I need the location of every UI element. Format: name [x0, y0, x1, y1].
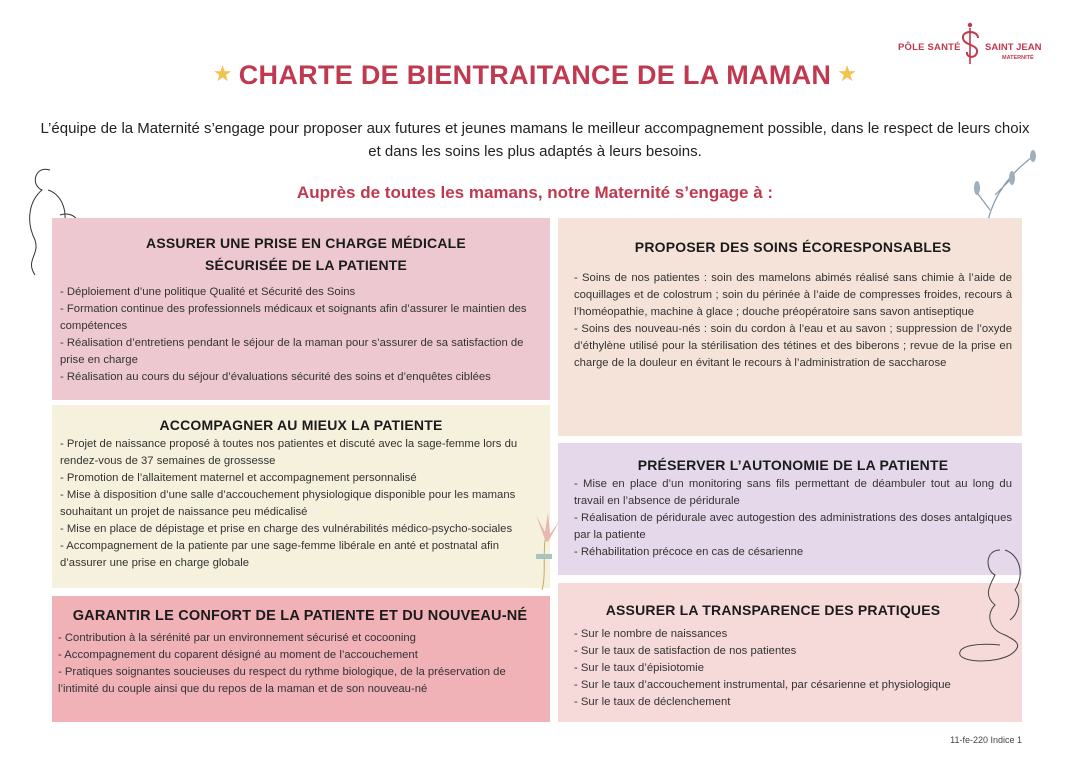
- section-title: ASSURER UNE PRISE EN CHARGE MÉDICALE SÉCURISÉE DE LA PATIENTE: [146, 235, 466, 273]
- document-reference: 11-fe-220 Indice 1: [950, 735, 1022, 745]
- pregnant-woman-drawing-icon: [955, 545, 1035, 670]
- list-item: - Sur le taux d’épisiotomie: [574, 662, 704, 674]
- section-title: ASSURER LA TRANSPARENCE DES PRATIQUES: [605, 602, 941, 618]
- list-item: - Sur le nombre de naissances: [574, 628, 728, 640]
- list-item: - Formation continue des professionnels médicaux et soignants afin d’assurer le maintien des compétences: [60, 303, 527, 332]
- section-title: GARANTIR LE CONFORT DE LA PATIENTE ET DU NOUVEAU-NÉ: [72, 608, 528, 624]
- list-item: - Mise à disposition d’une salle d’accouchement physiologique disponible pour les mamans souhaitant un projet de naissance peu médicalisé: [60, 489, 516, 518]
- list-item: - Sur le taux d’accouchement instrumental, par césarienne et physiologique: [574, 679, 951, 691]
- list-item: - Soins de nos patientes : soin des mamelons abimés réalisé sans chimie à l’aide de coquillages et de colostrum ; soin du périnée à l’aide de compresses froides, recours à l’homéopathie, machine à glace ; douche préopératoire sans savon antiseptique: [574, 272, 1012, 318]
- list-item: - Accompagnement de la patiente par une sage-femme libérale en anté et postnatal afin d’assurer une prise en charge globale: [60, 540, 499, 569]
- list-item: - Mise en place de dépistage et prise en charge des vulnérabilités médico-psycho-sociales: [60, 523, 513, 535]
- section-comfort: [52, 596, 550, 722]
- section-autonomy: [558, 443, 1022, 575]
- section-eco-care: [558, 218, 1022, 436]
- subtitle: Auprès de toutes les mamans, notre Maternité s’engage à :: [296, 183, 774, 202]
- list-item: - Contribution à la sérénité par un environnement sécurisé et cocooning: [58, 632, 416, 644]
- section-medical-care: [52, 218, 550, 400]
- star-icon: ★: [212, 61, 233, 86]
- list-item: - Soins des nouveau-nés : soin du cordon à l’eau et au savon ; suppression de l’oxyde d’éthylène utilisé pour la stérilisation des tétines et des biberons ; revue de la prise en charge de la douleur en évitant le recours à l’administration de saccharose: [574, 323, 1012, 369]
- list-item: - Réalisation au cours du séjour d’évaluations sécurité des soins et d’enquêtes ciblées: [60, 371, 491, 383]
- list-item: - Promotion de l’allaitement maternel et accompagnement personnalisé: [60, 472, 417, 484]
- section-transparency: [558, 583, 1022, 722]
- logo-text-right: SAINT JEAN: [985, 42, 1042, 53]
- list-item: - Accompagnement du coparent désigné au moment de l’accouchement: [58, 649, 418, 661]
- list-item: - Déploiement d’une politique Qualité et Sécurité des Soins: [60, 286, 356, 298]
- intro-text: L’équipe de la Maternité s’engage pour proposer aux futures et jeunes mamans le meilleur accompagnement possible, dans le respect de leurs choix et dans les soins les plus adaptés à leurs besoins.: [40, 120, 1030, 160]
- list-item: - Sur le taux de satisfaction de nos patientes: [574, 645, 797, 657]
- title-text: CHARTE DE BIENTRAITANCE DE LA MAMAN: [238, 60, 832, 90]
- list-item: - Réalisation de péridurale avec autogestion des administrations des doses antalgiques par la patiente: [574, 512, 1012, 541]
- section-title: PROPOSER DES SOINS ÉCORESPONSABLES: [634, 239, 952, 255]
- page-title: [0, 60, 1070, 91]
- list-item: - Pratiques soignantes soucieuses du respect du rythme biologique, de la préservation de l’intimité du couple ainsi que du repos de la maman et de son nouveau-né: [58, 666, 506, 695]
- list-item: - Mise en place d’un monitoring sans fils permettant de déambuler tout au long du travail en l’absence de péridurale: [574, 478, 1012, 507]
- logo-subtext: MATERNITÉ: [1002, 55, 1034, 61]
- list-item: - Sur le taux de déclenchement: [574, 696, 731, 708]
- list-item: - Réhabilitation précoce en cas de césarienne: [574, 546, 804, 558]
- section-title: ACCOMPAGNER AU MIEUX LA PATIENTE: [159, 417, 443, 433]
- section-support: [52, 405, 550, 588]
- section-title: PRÉSERVER L’AUTONOMIE DE LA PATIENTE: [637, 457, 949, 473]
- flower-drawing-icon: [528, 510, 562, 590]
- list-item: - Projet de naissance proposé à toutes nos patientes et discuté avec la sage-femme lors du rendez-vous de 37 semaines de grossesse: [60, 438, 518, 467]
- list-item: - Réalisation d’entretiens pendant le séjour de la maman pour s’assurer de sa satisfaction de prise en charge: [60, 337, 524, 366]
- star-icon: ★: [837, 61, 858, 86]
- logo-text-left: PÔLE SANTÉ: [898, 42, 961, 53]
